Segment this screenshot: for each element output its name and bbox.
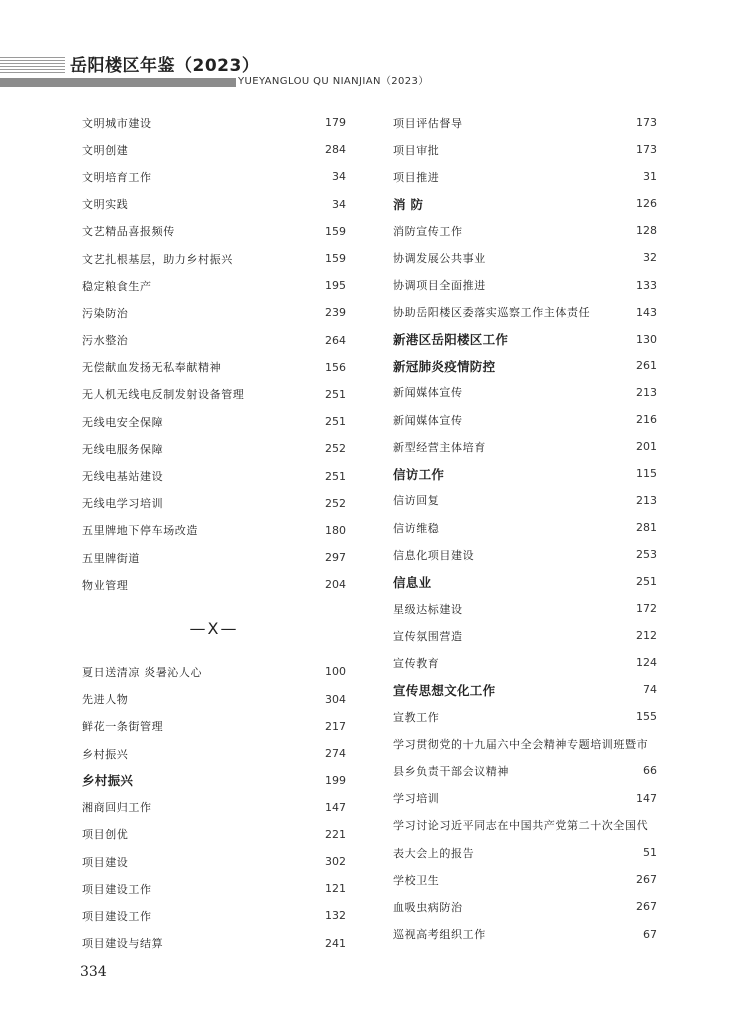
entry-title: 稳定粮食生产 [82,279,152,293]
entry-page: 201 [636,440,657,454]
index-entry [82,740,346,767]
entry-title: 新闻媒体宣传 [393,386,463,400]
index-entry [82,354,346,381]
index-entry [82,875,346,902]
index-entry [82,490,346,517]
index-entry [393,299,657,326]
entry-title: 新闻媒体宣传 [393,413,463,427]
index-entry [393,622,657,649]
entry-title: 信访工作 [393,466,445,482]
entry-page: 241 [325,936,346,950]
entry-title: 项目推进 [393,170,440,184]
index-list-a [82,109,346,598]
entry-title: 表大会上的报告 [393,846,475,860]
index-entry [393,595,657,622]
entry-page: 199 [325,773,346,787]
entry-title: 项目建设 [82,855,129,869]
entry-title: 宣传氛围营造 [393,629,463,643]
entry-page: 126 [636,197,657,211]
index-heading [393,568,657,595]
entry-title: 信息业 [393,574,432,590]
entry-page: 251 [325,415,346,429]
index-entry [82,191,346,218]
entry-title: 文艺精品喜报频传 [82,225,175,239]
entry-title: 县乡负责干部会议精神 [393,764,509,778]
entry-page: 66 [643,764,657,778]
entry-page: 132 [325,909,346,923]
index-entry [82,163,346,190]
index-entry [82,435,346,462]
index-heading [393,191,657,218]
index-entry [82,821,346,848]
index-entry [82,902,346,929]
index-entry [82,327,346,354]
index-entry [82,381,346,408]
index-list-right [393,109,657,948]
entry-page: 216 [636,413,657,427]
entry-page: 172 [636,602,657,616]
index-entry [82,544,346,571]
entry-page: 147 [636,791,657,805]
entry-title: 协调发展公共事业 [393,251,486,265]
entry-page: 251 [325,387,346,401]
index-entry [82,136,346,163]
entry-page: 156 [325,360,346,374]
index-entry [393,109,657,136]
entry-title: 项目建设工作 [82,882,152,896]
index-entry [393,514,657,541]
entry-title: 消 防 [393,196,424,212]
entry-page: 267 [636,873,657,887]
entry-page: 302 [325,855,346,869]
index-entry [393,217,657,244]
entry-page: 124 [636,656,657,670]
entry-page: 173 [636,143,657,157]
entry-page: 304 [325,692,346,706]
entry-page: 252 [325,442,346,456]
entry-title: 信访维稳 [393,521,440,535]
index-entry [393,406,657,433]
entry-page: 34 [332,197,346,211]
index-entry [393,812,657,839]
entry-page: 159 [325,224,346,238]
entry-title: 学习贯彻党的十九届六中全会精神专题培训班暨市 [393,737,649,751]
index-entry [82,272,346,299]
index-list-b [82,658,346,956]
index-entry [393,703,657,730]
entry-title: 宣传教育 [393,656,440,670]
index-entry [82,571,346,598]
entry-title: 无人机无线电反制发射设备管理 [82,388,245,402]
entry-title: 星级达标建设 [393,602,463,616]
entry-page: 213 [636,493,657,507]
index-heading [393,460,657,487]
index-entry [393,730,657,757]
index-entry [393,866,657,893]
entry-title: 新冠肺炎疫情防控 [393,358,496,374]
entry-title: 血吸虫病防治 [393,900,463,914]
entry-title: 宣传思想文化工作 [393,682,496,698]
index-entry [82,245,346,272]
index-entry [393,785,657,812]
header-decoration-lines [0,57,65,73]
entry-title: 湘商回归工作 [82,801,152,815]
index-heading [82,767,346,794]
index-entry [82,930,346,957]
entry-title: 文艺扎根基层，助力乡村振兴 [82,252,233,266]
entry-title: 物业管理 [82,578,129,592]
running-header-title: 岳阳楼区年鉴（2023） [70,56,260,76]
entry-title: 文明培育工作 [82,170,152,184]
index-entry [82,462,346,489]
entry-title: 学校卫生 [393,873,440,887]
entry-page: 239 [325,306,346,320]
index-entry [393,921,657,948]
entry-page: 195 [325,279,346,293]
entry-title: 无线电服务保障 [82,442,164,456]
entry-page: 128 [636,224,657,238]
section-divider-x: —X— [189,618,239,638]
entry-page: 32 [643,251,657,265]
entry-page: 133 [636,278,657,292]
index-entry [393,379,657,406]
entry-page: 212 [636,629,657,643]
entry-title: 项目创优 [82,828,129,842]
entry-title: 污水整治 [82,334,129,348]
index-entry [82,299,346,326]
entry-page: 147 [325,800,346,814]
entry-page: 251 [325,469,346,483]
entry-page: 221 [325,827,346,841]
entry-page: 284 [325,143,346,157]
entry-page: 213 [636,385,657,399]
index-entry [393,839,657,866]
entry-title: 文明城市建设 [82,116,152,130]
entry-page: 297 [325,551,346,565]
index-entry [393,541,657,568]
entry-title: 无线电学习培训 [82,497,164,511]
entry-title: 协调项目全面推进 [393,279,486,293]
entry-page: 267 [636,900,657,914]
entry-title: 学习讨论习近平同志在中国共产党第二十次全国代 [393,819,649,833]
index-entry [393,433,657,460]
entry-title: 学习培训 [393,792,440,806]
page-number: 334 [80,964,107,980]
entry-page: 121 [325,882,346,896]
index-column-left [82,109,346,957]
entry-page: 130 [636,332,657,346]
index-column-right [393,109,657,948]
index-entry [393,136,657,163]
index-entry [393,487,657,514]
entry-title: 鲜花一条街管理 [82,720,164,734]
entry-page: 252 [325,496,346,510]
index-entry [393,757,657,784]
entry-title: 乡村振兴 [82,773,134,789]
entry-title: 项目审批 [393,143,440,157]
index-entry [393,163,657,190]
index-entry [82,517,346,544]
running-header-subtitle: YUEYANGLOU QU NIANJIAN（2023） [238,76,429,87]
entry-title: 新港区岳阳楼区工作 [393,332,509,348]
entry-page: 51 [643,846,657,860]
index-entry [82,408,346,435]
entry-page: 253 [636,548,657,562]
entry-page: 173 [636,116,657,130]
entry-title: 项目建设与结算 [82,937,164,951]
index-heading [393,326,657,353]
index-entry [393,649,657,676]
entry-title: 信访回复 [393,494,440,508]
entry-page: 179 [325,116,346,130]
entry-page: 143 [636,305,657,319]
index-entry [393,893,657,920]
entry-page: 31 [643,170,657,184]
index-heading [393,352,657,379]
entry-page: 180 [325,523,346,537]
entry-title: 项目建设工作 [82,909,152,923]
entry-title: 先进人物 [82,693,129,707]
entry-page: 159 [325,252,346,266]
index-entry [82,109,346,136]
entry-title: 五里牌街道 [82,551,140,565]
entry-title: 项目评估督导 [393,116,463,130]
entry-page: 100 [325,665,346,679]
entry-page: 274 [325,747,346,761]
entry-title: 文明实践 [82,198,129,212]
index-entry [393,244,657,271]
entry-title: 乡村振兴 [82,747,129,761]
entry-page: 217 [325,719,346,733]
entry-title: 五里牌地下停车场改造 [82,524,198,538]
index-entry [82,658,346,685]
entry-page: 115 [636,467,657,481]
index-entry [393,271,657,298]
index-heading [393,677,657,704]
entry-page: 261 [636,359,657,373]
entry-title: 污染防治 [82,306,129,320]
entry-page: 34 [332,170,346,184]
entry-title: 协助岳阳楼区委落实巡察工作主体责任 [393,306,591,320]
entry-page: 67 [643,927,657,941]
entry-page: 281 [636,521,657,535]
entry-title: 信息化项目建设 [393,548,475,562]
entry-title: 无线电基站建设 [82,470,164,484]
index-entry [82,794,346,821]
index-entry [82,218,346,245]
index-entry [82,713,346,740]
index-entry [82,848,346,875]
entry-title: 无偿献血发扬无私奉献精神 [82,361,222,375]
index-entry [82,686,346,713]
entry-title: 无线电安全保障 [82,415,164,429]
entry-title: 消防宣传工作 [393,224,463,238]
entry-page: 264 [325,333,346,347]
entry-title: 文明创建 [82,143,129,157]
entry-title: 巡视高考组织工作 [393,928,486,942]
entry-title: 夏日送清凉 炎暑沁人心 [82,665,203,679]
entry-page: 155 [636,710,657,724]
entry-page: 251 [636,575,657,589]
entry-title: 宣教工作 [393,710,440,724]
entry-title: 新型经营主体培育 [393,440,486,454]
entry-page: 74 [643,683,657,697]
header-gray-bar [0,78,236,87]
entry-page: 204 [325,578,346,592]
